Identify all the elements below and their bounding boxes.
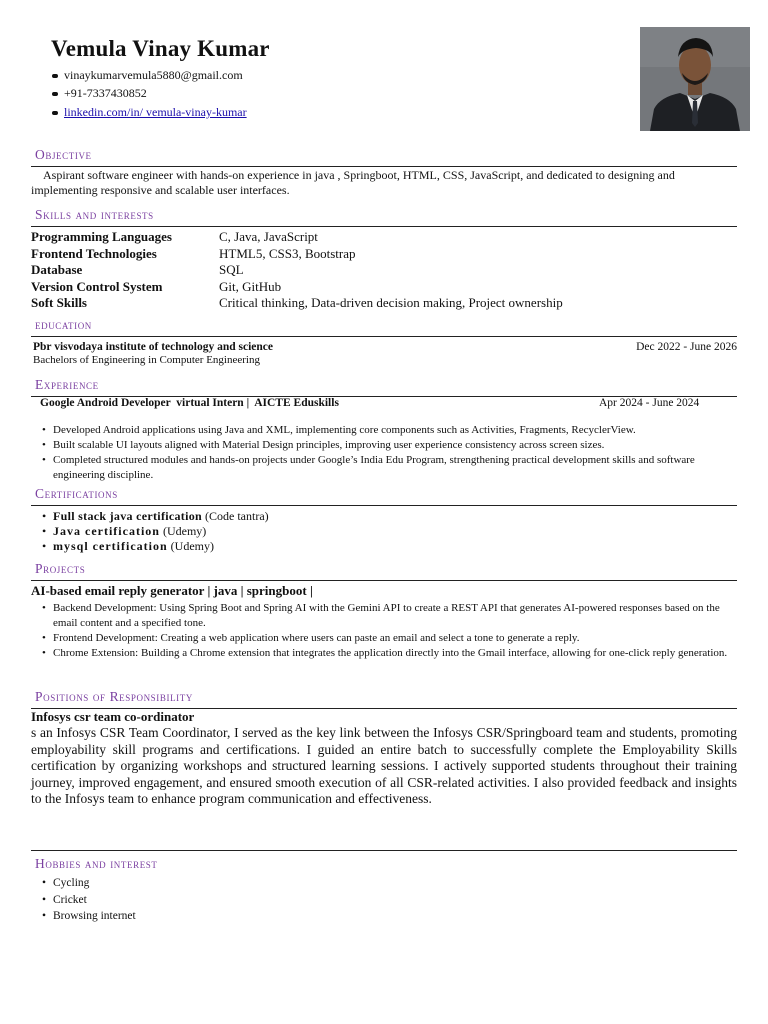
linkedin-link[interactable]: linkedin.com/in/ vemula-vinay-kumar bbox=[64, 105, 247, 119]
skill-key: Programming Languages bbox=[31, 229, 172, 244]
cert-name: Java certification bbox=[53, 524, 160, 538]
experience-dates: Apr 2024 - June 2024 bbox=[599, 397, 700, 409]
list-item bbox=[42, 539, 542, 554]
skill-value: HTML5, CSS3, Bootstrap bbox=[219, 245, 356, 261]
project-heading: AI-based email reply generator | java | springboot | bbox=[31, 583, 313, 598]
section-divider bbox=[31, 580, 737, 581]
profile-photo-icon bbox=[640, 27, 750, 131]
experience-role: Google Android Developer virtual Intern | AICTE Eduskills bbox=[40, 397, 339, 409]
responsibility-text: s an Infosys CSR Team Coordinator, I served as the key link between the Infosys CSR/Springboard team and students, promoting employability skill programs and certifications. I guided an entire batch to successfully complete the Employability Skills certification by organizing workshops and structured learning sessions. I actively supported students throughout their training journey, improved engagement, and ensured smooth execution of all CSR-related activities. I also provided feedback and insights to the Infosys team to enhance program communication and effectiveness. bbox=[31, 725, 737, 806]
cert-name: Full stack java certification bbox=[53, 509, 203, 523]
objective-text: Aspirant software engineer with hands-on experience in java , Springboot, HTML, CSS, JavaScript, and dedicated to designing and implementing responsive and scalable user interfaces. bbox=[31, 168, 675, 197]
section-title-skills: Skills and interests bbox=[35, 207, 154, 222]
education-degree: Bachelors of Engineering in Computer Engineering bbox=[33, 354, 260, 366]
bullet-icon bbox=[52, 92, 58, 96]
skill-value: Critical thinking, Data-driven decision making, Project ownership bbox=[219, 295, 563, 310]
phone-line bbox=[52, 86, 147, 101]
cert-org: (Udemy) bbox=[162, 524, 207, 538]
list-item: • Backend Development: Using Spring Boot and Spring AI with the Gemini API to create a REST API that generates AI-powered responses based on the email content and a specified tone. bbox=[42, 601, 737, 631]
section-title-projects: Projects bbox=[35, 561, 86, 576]
profile-photo bbox=[640, 27, 750, 131]
skills-table bbox=[31, 229, 737, 312]
email-text: vinaykumarvemula5880@gmail.com bbox=[64, 68, 243, 82]
skills-row bbox=[31, 246, 737, 263]
section-title-certifications: Certifications bbox=[35, 486, 118, 501]
list-item bbox=[42, 524, 542, 539]
skill-key: Soft Skills bbox=[31, 295, 87, 310]
skill-value: Git, GitHub bbox=[219, 278, 282, 294]
skills-row bbox=[31, 295, 737, 312]
experience-bullets bbox=[42, 423, 742, 483]
section-divider bbox=[31, 226, 737, 227]
section-title-responsibility: Positions of Responsibility bbox=[35, 689, 193, 704]
education-institution: Pbr visvodaya institute of technology and science bbox=[33, 341, 274, 353]
skill-key: Frontend Technologies bbox=[31, 245, 157, 261]
skills-row bbox=[31, 262, 737, 279]
section-divider bbox=[31, 505, 737, 506]
list-item bbox=[42, 509, 542, 524]
email-line bbox=[52, 68, 243, 83]
education-dates: Dec 2022 - June 2026 bbox=[636, 341, 737, 353]
skill-value: C, Java, JavaScript bbox=[219, 229, 318, 244]
skills-row bbox=[31, 229, 737, 246]
list-item: • Frontend Development: Creating a web application where users can paste an email and select a tone to generate a reply. bbox=[42, 631, 737, 646]
responsibility-heading: Infosys csr team co-ordinator bbox=[31, 709, 195, 724]
section-title-education: education bbox=[35, 317, 92, 332]
project-bullets bbox=[42, 601, 737, 661]
section-title-objective: Objective bbox=[35, 147, 92, 162]
section-divider bbox=[31, 336, 737, 337]
section-title-hobbies: Hobbies and interest bbox=[35, 856, 158, 871]
phone-text: +91-7337430852 bbox=[64, 86, 147, 100]
list-item: • Cricket bbox=[42, 892, 342, 909]
cert-name: mysql certification bbox=[53, 539, 168, 553]
list-item: • Built scalable UI layouts aligned with Material Design principles, improving user experience consistency across screen sizes. bbox=[42, 438, 742, 453]
cert-org: (Udemy) bbox=[170, 539, 214, 553]
section-title-experience: Experience bbox=[35, 377, 99, 392]
skills-row bbox=[31, 279, 737, 296]
section-divider bbox=[31, 166, 737, 167]
candidate-name: Vemula Vinay Kumar bbox=[51, 36, 270, 61]
skill-key: Version Control System bbox=[31, 278, 163, 294]
list-item: • Completed structured modules and hands-on projects under Google’s India Edu Program, strengthening practical development skills and software engineering discipline. bbox=[42, 453, 742, 483]
skill-key: Database bbox=[31, 262, 83, 277]
list-item: • Browsing internet bbox=[42, 908, 342, 925]
section-divider bbox=[31, 850, 737, 851]
skill-value: SQL bbox=[219, 262, 244, 277]
list-item: • Developed Android applications using Java and XML, implementing core components such as Activities, Fragments, RecyclerView. bbox=[42, 423, 742, 438]
certifications-list bbox=[42, 509, 542, 554]
list-item: • Cycling bbox=[42, 875, 342, 892]
linkedin-line bbox=[52, 105, 247, 120]
hobbies-list bbox=[42, 875, 342, 925]
list-item: • Chrome Extension: Building a Chrome extension that integrates the application directly into the Gmail interface, allowing for one-click reply generation. bbox=[42, 646, 737, 661]
bullet-icon bbox=[52, 111, 58, 115]
bullet-icon bbox=[52, 74, 58, 78]
cert-org: (Code tantra) bbox=[205, 509, 269, 523]
